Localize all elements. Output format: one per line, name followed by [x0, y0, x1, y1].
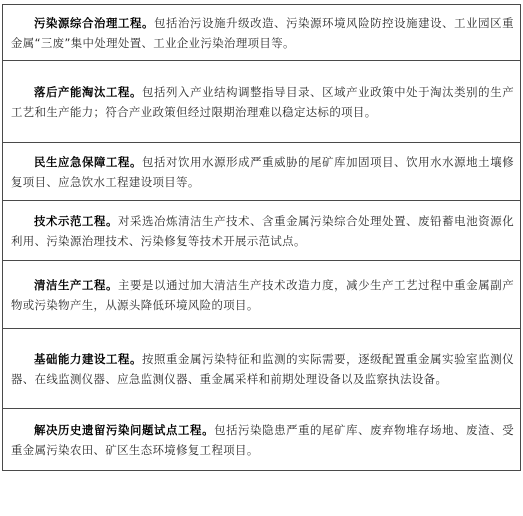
row-text — [11, 152, 514, 192]
row-text — [11, 211, 514, 251]
project-description: 对采选冶炼清洁生产技术、含重金属污染综合处理处置、废铅蓄电池资源化利用、污染源治理技术、污染修复等技术开展示范试点。 — [11, 213, 514, 248]
row-text — [11, 275, 514, 315]
table-row — [3, 5, 520, 61]
project-description: 包括治污设施升级改造、污染源环境风险防控设施建设、工业园区重金属“三废”集中处理处置、工业企业污染治理项目等。 — [11, 15, 514, 50]
project-description: 包括列入产业结构调整指导目录、区域产业政策中处于淘汰类别的生产工艺和生产能力；符合产业政策但经过限期治理难以稳定达标的项目。 — [11, 84, 514, 119]
project-term: 基础能力建设工程。 — [34, 351, 143, 366]
project-description: 包括污染隐患严重的尾矿库、废弃物堆存场地、废渣、受重金属污染农田、矿区生态环境修复工程项目。 — [11, 422, 514, 457]
project-term: 解决历史遗留污染问题试点工程。 — [34, 422, 215, 437]
row-text — [11, 82, 514, 122]
table-row — [3, 409, 520, 470]
table-row — [3, 61, 520, 143]
project-term: 民生应急保障工程。 — [34, 154, 143, 169]
project-term: 清洁生产工程。 — [34, 277, 119, 292]
project-term: 落后产能淘汰工程。 — [34, 84, 143, 99]
table-row — [3, 329, 520, 409]
row-text — [11, 349, 514, 389]
project-term: 技术示范工程。 — [34, 213, 119, 228]
table-row — [3, 201, 520, 261]
table-row — [3, 143, 520, 201]
row-text — [11, 13, 514, 53]
project-description: 包括对饮用水源形成严重威胁的尾矿库加固项目、饮用水水源地土壤修复项目、应急饮水工程建设项目等。 — [11, 154, 514, 189]
table-row — [3, 261, 520, 329]
row-text — [11, 420, 514, 460]
project-description: 主要是以通过加大清洁生产技术改造力度，减少生产工艺过程中重金属副产物或污染物产生，从源头降低环境风险的项目。 — [11, 277, 514, 312]
project-description: 按照重金属污染特征和监测的实际需要，逐级配置重金属实验室监测仪器、在线监测仪器、应急监测仪器、重金属采样和前期处理设备以及监察执法设备。 — [11, 351, 514, 386]
project-term: 污染源综合治理工程。 — [34, 15, 155, 30]
project-category-table — [2, 4, 521, 471]
